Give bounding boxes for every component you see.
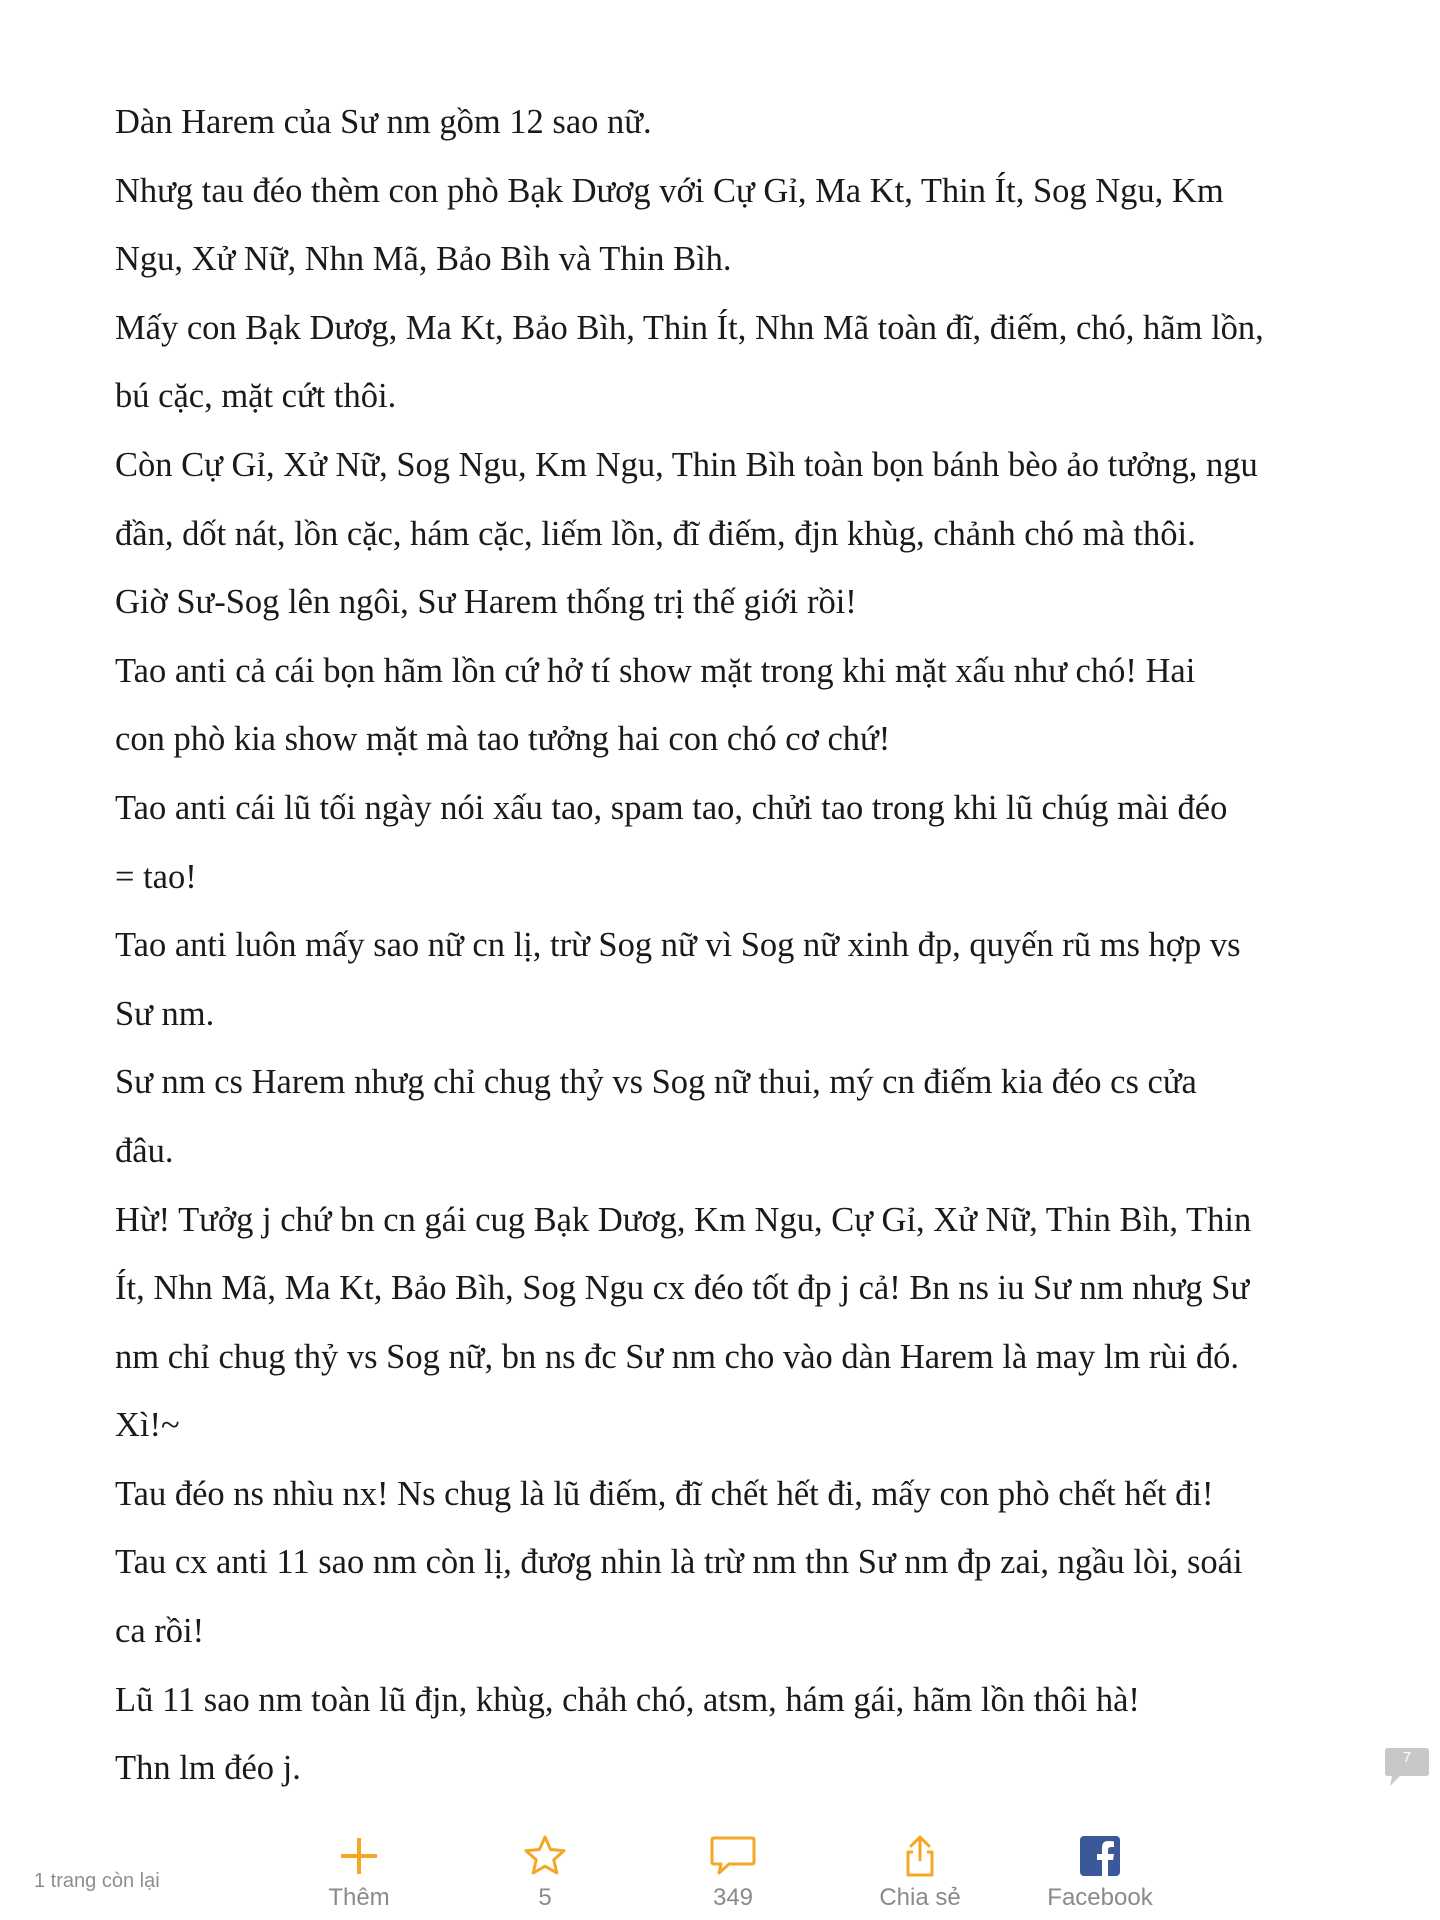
story-line: Sư nm cs Harem nhưg chỉ chug thỷ vs Sog nữ thui, mý cn điếm kia đéo cs cửa bbox=[115, 1063, 1197, 1102]
story-line: Tao anti cái lũ tối ngày nói xấu tao, spam tao, chửi tao trong khi lũ chúg mài đéo bbox=[115, 788, 1228, 827]
story-line: Sư nm. bbox=[115, 994, 215, 1033]
story-line: Còn Cự Gỉ, Xử Nữ, Sog Ngu, Km Ngu, Thin Bìh toàn bọn bánh bèo ảo tưởng, ngu bbox=[115, 445, 1258, 484]
share-icon bbox=[898, 1834, 942, 1878]
plus-icon bbox=[337, 1834, 381, 1878]
facebook-label: Facebook bbox=[1047, 1884, 1153, 1911]
story-line: Tau cx anti 11 sao nm còn lị, đươg nhin là trừ nm thn Sư nm đp zai, ngầu lòi, soái bbox=[115, 1543, 1243, 1582]
story-line: Tau đéo ns nhìu nx! Ns chug là lũ điếm, đĩ chết hết đi, mấy con phò chết hết đi! bbox=[115, 1474, 1214, 1513]
story-line: Hừ! Tưởg j chứ bn cn gái cug Bạk Dươg, Km Ngu, Cự Gỉ, Xử Nữ, Thin Bìh, Thin bbox=[115, 1200, 1252, 1239]
share-label: Chia sẻ bbox=[879, 1884, 961, 1911]
more-button[interactable] bbox=[284, 1830, 434, 1912]
story-line: ca rồi! bbox=[115, 1612, 205, 1651]
story-line: Thn lm đéo j. bbox=[115, 1749, 301, 1788]
story-line: Nhưg tau đéo thèm con phò Bạk Dươg với Cự Gỉ, Ma Kt, Thin Ít, Sog Ngu, Km bbox=[115, 171, 1224, 210]
story-line: Ngu, Xử Nữ, Nhn Mã, Bảo Bìh và Thin Bìh. bbox=[115, 240, 732, 279]
facebook-icon bbox=[1078, 1834, 1122, 1878]
comments-button[interactable] bbox=[658, 1830, 808, 1912]
share-button[interactable] bbox=[845, 1830, 995, 1912]
vote-button[interactable] bbox=[470, 1830, 620, 1912]
comment-icon bbox=[709, 1834, 757, 1878]
story-line: = tao! bbox=[115, 857, 197, 896]
bottom-toolbar bbox=[0, 1830, 1440, 1920]
inline-comment-count: 7 bbox=[1402, 1749, 1412, 1766]
story-line: Dàn Harem của Sư nm gồm 12 sao nữ. bbox=[115, 103, 652, 141]
comments-count: 349 bbox=[712, 1884, 754, 1911]
story-line: Lũ 11 sao nm toàn lũ đjn, khùg, chảh chó, atsm, hám gái, hãm lồn thôi hà! bbox=[115, 1680, 1140, 1719]
facebook-button[interactable] bbox=[1025, 1830, 1175, 1912]
pages-left-label: 1 trang còn lại bbox=[34, 1870, 160, 1892]
story-line: Mấy con Bạk Dươg, Ma Kt, Bảo Bìh, Thin Ít, Nhn Mã toàn đĩ, điếm, chó, hãm lồn, bbox=[115, 308, 1264, 347]
story-content bbox=[115, 88, 1365, 1803]
story-line: Tao anti luôn mấy sao nữ cn lị, trừ Sog nữ vì Sog nữ xinh đp, quyến rũ ms hợp vs bbox=[115, 926, 1241, 965]
vote-count: 5 bbox=[538, 1884, 552, 1911]
story-line: Tao anti cả cái bọn hãm lồn cứ hở tí show mặt trong khi mặt xấu như chó! Hai bbox=[115, 651, 1196, 690]
story-line: Giờ Sư-Sog lên ngôi, Sư Harem thống trị thế giới rồi! bbox=[115, 583, 857, 622]
inline-comment-badge[interactable] bbox=[1384, 1746, 1424, 1790]
story-line: nm chỉ chug thỷ vs Sog nữ, bn ns đc Sư nm cho vào dàn Harem là may lm rùi đó. bbox=[115, 1337, 1239, 1376]
more-label: Thêm bbox=[328, 1884, 390, 1911]
story-line: bú cặc, mặt cứt thôi. bbox=[115, 377, 397, 416]
story-line: Xì!~ bbox=[115, 1406, 180, 1445]
story-line: đâu. bbox=[115, 1131, 174, 1170]
story-line: đần, dốt nát, lồn cặc, hám cặc, liếm lồn, đĩ điếm, đjn khùg, chảnh chó mà thôi. bbox=[115, 514, 1196, 553]
star-icon bbox=[523, 1834, 567, 1878]
story-line: con phò kia show mặt mà tao tưởng hai con chó cơ chứ! bbox=[115, 720, 891, 759]
story-line: Ít, Nhn Mã, Ma Kt, Bảo Bìh, Sog Ngu cx đéo tốt đp j cả! Bn ns iu Sư nm nhưg Sư bbox=[115, 1269, 1250, 1308]
